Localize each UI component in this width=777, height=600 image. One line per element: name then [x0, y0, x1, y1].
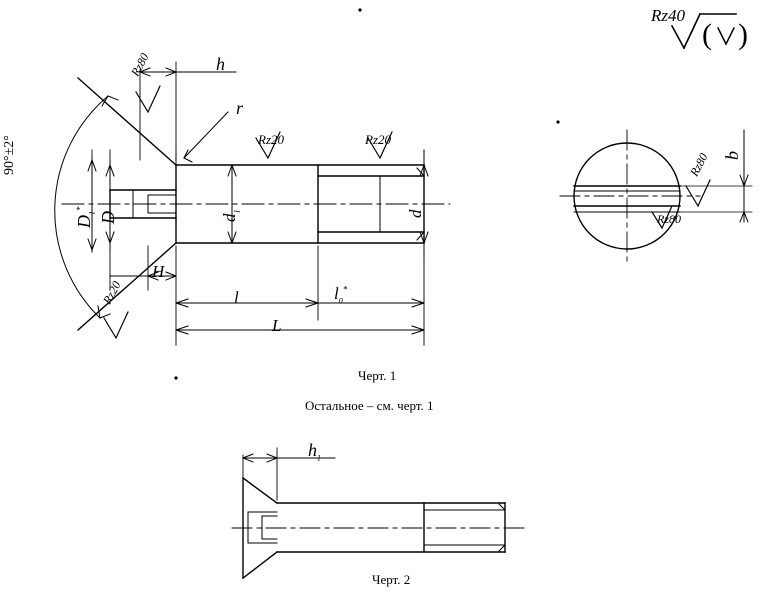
- figure1-caption: Черт. 1: [358, 368, 397, 383]
- dimension-r-label: r: [236, 98, 244, 118]
- dimension-D-label: D: [98, 211, 118, 224]
- dimension-h1-label: $h_1$: [308, 440, 321, 463]
- figure2-caption: Черт. 2: [372, 572, 411, 587]
- dimension-b-label: b: [722, 151, 742, 160]
- roughness-rz80-slot-inner-label: Rz80: [657, 212, 681, 226]
- roughness-rz20-thread-label: Rz20: [365, 132, 391, 147]
- roughness-rz80-slot-outer-label: Rz80: [687, 150, 711, 179]
- dimension-l-label: l: [234, 288, 239, 307]
- note-text: Остальное – см. черт. 1: [305, 398, 434, 413]
- bracket-right-paren: ): [738, 18, 748, 51]
- dimension-d-label: d: [406, 209, 425, 218]
- dimension-l0-label: $l_0^*$: [334, 284, 348, 306]
- bracket-left-paren: (: [702, 18, 712, 51]
- dimension-D1-label: $D_1^*$: [74, 206, 97, 228]
- dimension-L-label: L: [272, 316, 282, 335]
- roughness-rz20-cone-label: Rz20: [100, 278, 124, 307]
- dimension-d1-label: $d_1$: [220, 209, 242, 222]
- roughness-rz20-shank-label: Rz20: [258, 132, 284, 147]
- dimension-angle-label: 90°±2°: [2, 135, 17, 175]
- dimension-H-label: H: [152, 262, 165, 281]
- surface-roughness-general-label: Rz40: [651, 6, 685, 25]
- roughness-rz80-head-label: Rz80: [128, 50, 152, 79]
- dimension-h-label: h: [216, 54, 225, 74]
